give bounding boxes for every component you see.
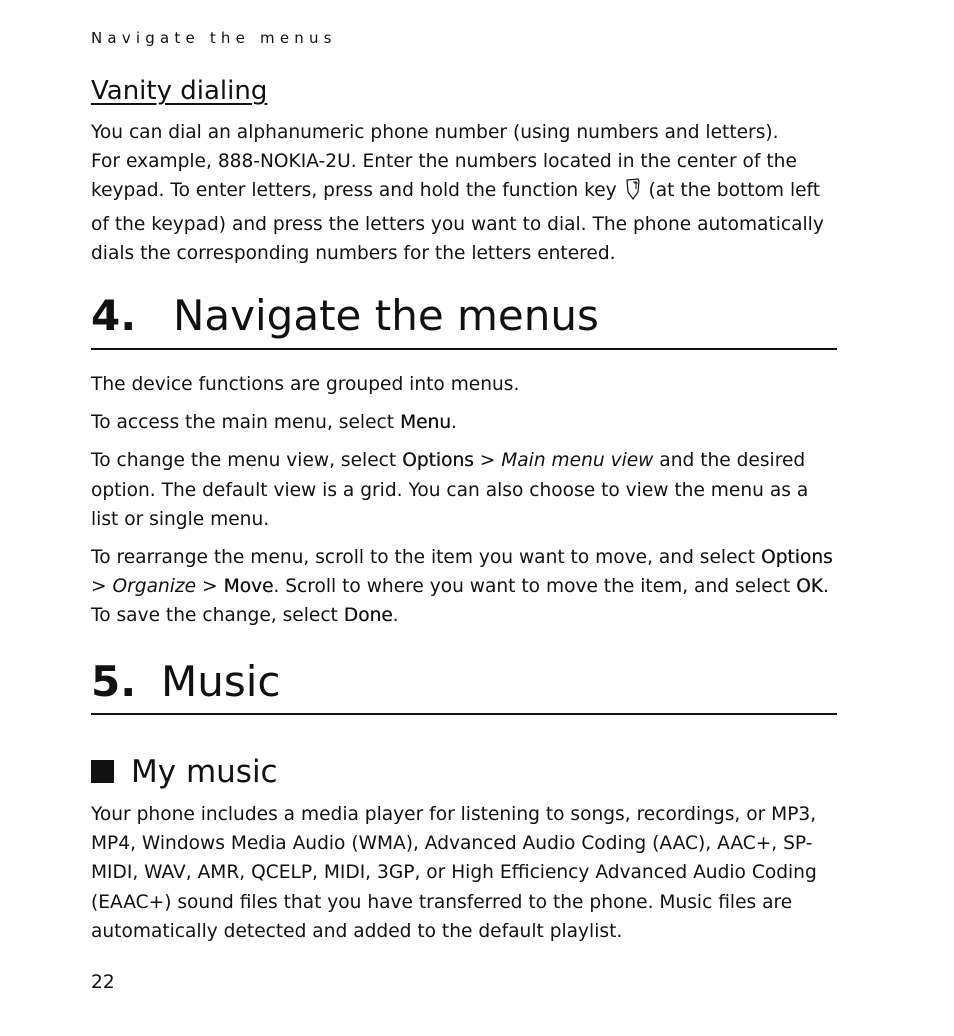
vanity-text-b: (at the bottom left of the keypad) and press the letters you want to dial. The phone automatically dials the corresponding numbers for the letters entered. [91, 180, 824, 264]
menu-command: Menu [399, 412, 452, 434]
menus-paragraph-2: To access the main menu, select Menu. [91, 412, 457, 434]
chapter-5-body [91, 800, 839, 946]
my-music-paragraph: Your phone includes a media player for listening to songs, recordings, or MP3, MP4, Windows Media Audio (WMA), Advanced Audio Coding (AAC), AAC+, SP-MIDI, WAV, AMR, QCELP, MIDI, 3GP, or High Efficiency Advanced Audio Coding (EAAC+) sound files that you have transferred to the phone. Music files are automatically detected and added to the default playlist. [91, 804, 817, 942]
vanity-dialing-body [91, 118, 839, 268]
vanity-text-a: For example, 888-NOKIA-2U. Enter the numbers located in the center of the keypad. To enter letters, press and hold the function key [91, 151, 797, 202]
options-command: Options [402, 450, 474, 472]
menus-paragraph-3: To change the menu view, select Options > Main menu view and the desired option. The default view is a grid. You can also choose to view the menu as a list or single menu. [91, 450, 809, 530]
menus-paragraph-4: To rearrange the menu, scroll to the item you want to move, and select Options > Organize > Move. Scroll to where you want to move the item, and select OK. To save the change, select Done. [91, 547, 833, 627]
chapter-4-title: Navigate the menus [173, 291, 599, 340]
move-command: Move [223, 576, 274, 598]
my-music-title: My music [131, 754, 278, 790]
options-command: Options [760, 547, 833, 569]
organize-option: Organize [112, 576, 197, 598]
vanity-paragraph [91, 118, 839, 268]
page-number: 22 [91, 972, 115, 993]
chapter-4-heading [91, 291, 837, 350]
chapter-5-number: 5. [91, 657, 137, 706]
vanity-dialing-heading: Vanity dialing [91, 76, 268, 106]
chapter-4-number: 4. [91, 291, 137, 340]
ok-command: OK [796, 576, 823, 598]
square-bullet-icon [91, 760, 114, 783]
done-command: Done [343, 605, 393, 627]
vanity-text-line1: You can dial an alphanumeric phone number (using numbers and letters). [91, 122, 779, 143]
main-menu-view-option: Main menu view [501, 450, 654, 472]
function-key-icon [625, 178, 641, 209]
chapter-4-body [91, 370, 839, 631]
menus-paragraph-1: The device functions are grouped into menus. [91, 374, 520, 395]
chapter-5-heading [91, 657, 837, 715]
running-header: Navigate the menus [91, 29, 337, 47]
chapter-5-title: Music [161, 657, 281, 706]
my-music-heading [91, 752, 278, 792]
